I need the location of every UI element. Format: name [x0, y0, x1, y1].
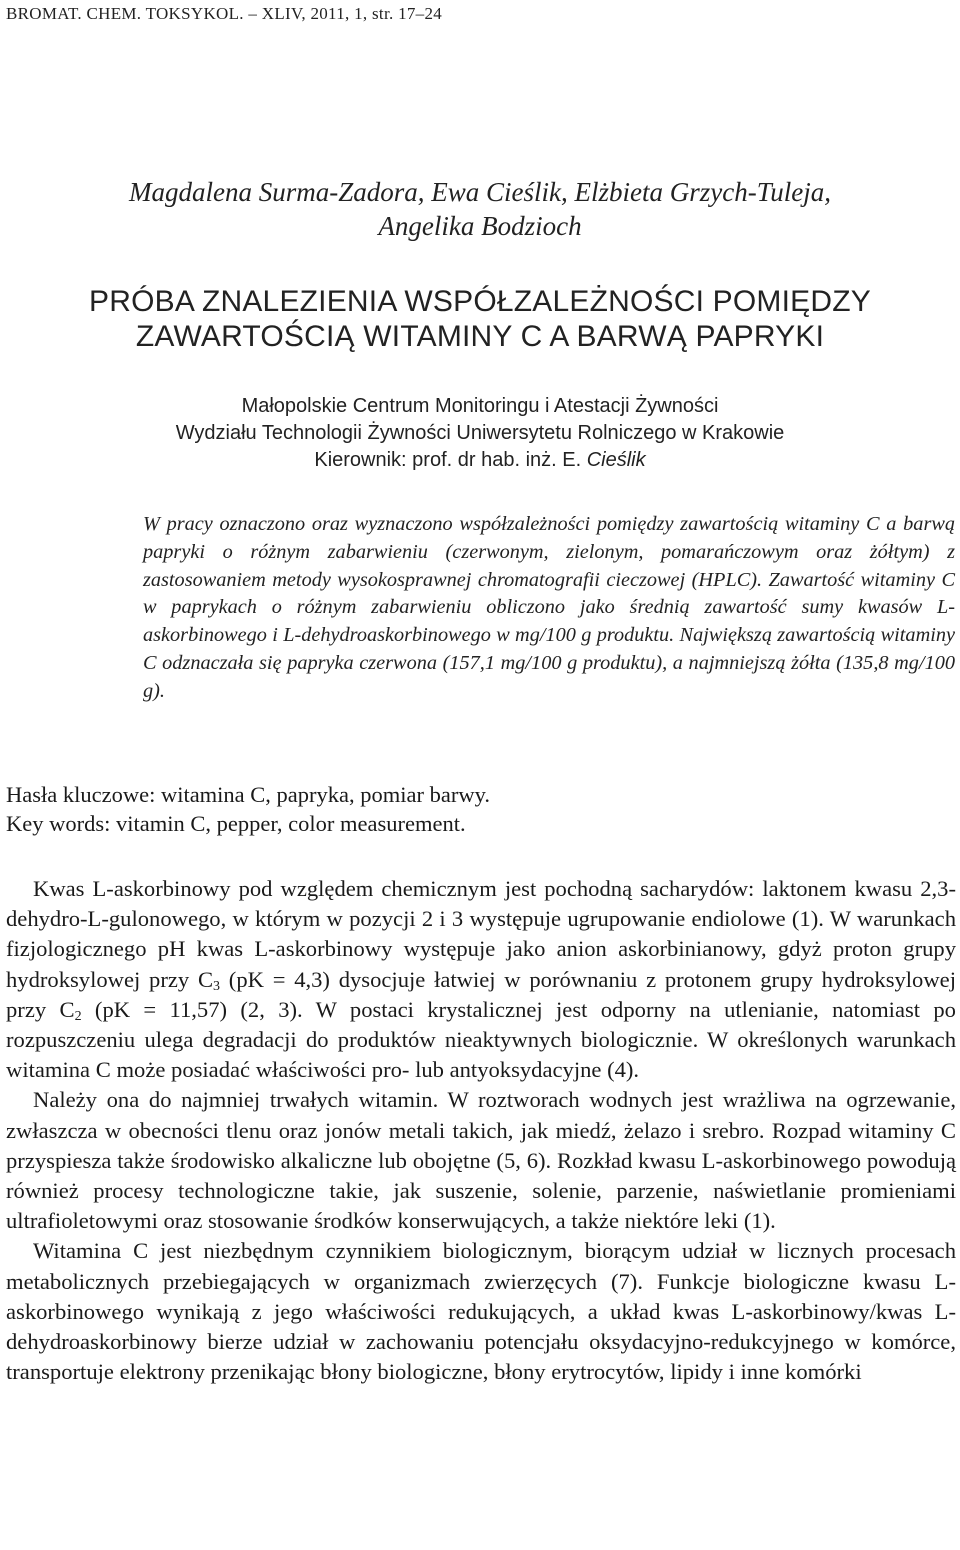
affiliation-head-name: Cieślik	[586, 449, 646, 471]
body-text	[6, 874, 956, 1387]
paragraph-2: Należy ona do najmniej trwałych witamin. W roztworach wodnych jest wrażliwa na ogrzewanie, zwłaszcza w obecności tlenu oraz jonów metali takich, jak miedź, żelazo i srebro. Rozpad witaminy C przyspiesza także środowisko alkaliczne lub obojętne (5, 6). Rozkład kwasu L-askorbinowego powodują również procesy technologiczne takie, jak suszenie, solenie, parzenie, naświetlanie promieniami ultrafioletowymi oraz stosowanie środków konserwujących, a także niektóre leki (1).	[6, 1087, 956, 1234]
affiliation-head	[0, 447, 960, 474]
paragraph-3: Witamina C jest niezbędnym czynnikiem biologicznym, biorącym udział w licznych procesach metabolicznych przebiegających w organizmach zwierzęcych (7). Funkcje biologiczne kwasu L-askorbinowego wynikają z jego właściwości redukujących, a układ kwas L-askorbinowy/kwas L-dehydroaskorbinowy bierze udział w zachowaniu potencjału oksydacyjno-redukcyjnego w komórce, transportuje elektrony przenikając błony biologiczne, błony erytrocytów, lipidy i inne komórki	[6, 1238, 956, 1385]
keywords-pl: Hasła kluczowe: witamina C, papryka, pomiar barwy.	[6, 782, 491, 807]
affiliation-line-2: Wydziału Technologii Żywności Uniwersytetu Rolniczego w Krakowie	[175, 422, 785, 444]
paragraph-1	[6, 874, 956, 1085]
title-line-1: PRÓBA ZNALEZIENIA WSPÓŁZALEŻNOŚCI POMIĘDZY	[89, 285, 871, 318]
abstract: W pracy oznaczono oraz wyznaczono współzależności pomiędzy zawartością witaminy C a barwą papryki o różnym zabarwieniu (czerwonym, zielonym, pomarańczowym oraz żółtym) z zastosowaniem metody wysokosprawnej chromatografii cieczowej (HPLC). Zawartość witaminy C w paprykach o różnym zabarwieniu obliczono jako średnią zawartość sumy kwasów L-askorbinowego i L-dehydroaskorbinowego w mg/100 g produktu. Największą zawartością witaminy C odznaczała się papryka czerwona (157,1 mg/100 g produktu), a najmniejszą żółta (135,8 mg/100 g).	[143, 513, 955, 702]
running-head: BROMAT. CHEM. TOKSYKOL. – XLIV, 2011, 1, str. 17–24	[6, 4, 443, 23]
keywords	[6, 780, 490, 838]
subscript-2: 2	[74, 1008, 82, 1024]
affiliation	[0, 393, 960, 474]
paragraph-1-part-a: Kwas L-askorbinowy pod względem chemicznym jest pochodną sacharydów: laktonem kwasu 2,3-dehydro-L-gulonowego, w którym w pozycji 2 i 3 występuje ugrupowanie endiolowe (1). W warunkach fizjologicznego pH kwas L-askorbinowy występuje jako anion askorbinianowy, gdyż proton grupy hydroksylowej przy C	[6, 876, 956, 992]
authors-line-1: Magdalena Surma-Zadora, Ewa Cieślik, Elżbieta Grzych-Tuleja,	[129, 177, 831, 207]
authors-line-2: Angelika Bodzioch	[378, 211, 582, 241]
subscript-3: 3	[213, 978, 221, 994]
paragraph-1-part-c: (pK = 11,57) (2, 3). W postaci krystalicznej jest odporny na utlenianie, natomiast po rozpuszczeniu ulega degradacji do produktów nieaktywnych biologicznie. W określonych warunkach witamina C może posiadać właściwości pro- lub antyoksydacyjne (4).	[6, 996, 956, 1083]
article-title	[0, 284, 960, 354]
author-list	[0, 175, 960, 243]
keywords-en: Key words: vitamin C, pepper, color measurement.	[6, 811, 466, 836]
affiliation-head-prefix: Kierownik: prof. dr hab. inż. E.	[314, 449, 582, 471]
paragraph-1-part-b: (pK = 4,3) dysocjuje łatwiej w porównaniu z protonem grupy hydroksylowej przy C	[6, 966, 956, 1022]
affiliation-line-1: Małopolskie Centrum Monitoringu i Atestacji Żywności	[241, 395, 719, 417]
title-line-2: ZAWARTOŚCIĄ WITAMINY C A BARWĄ PAPRYKI	[135, 320, 825, 353]
